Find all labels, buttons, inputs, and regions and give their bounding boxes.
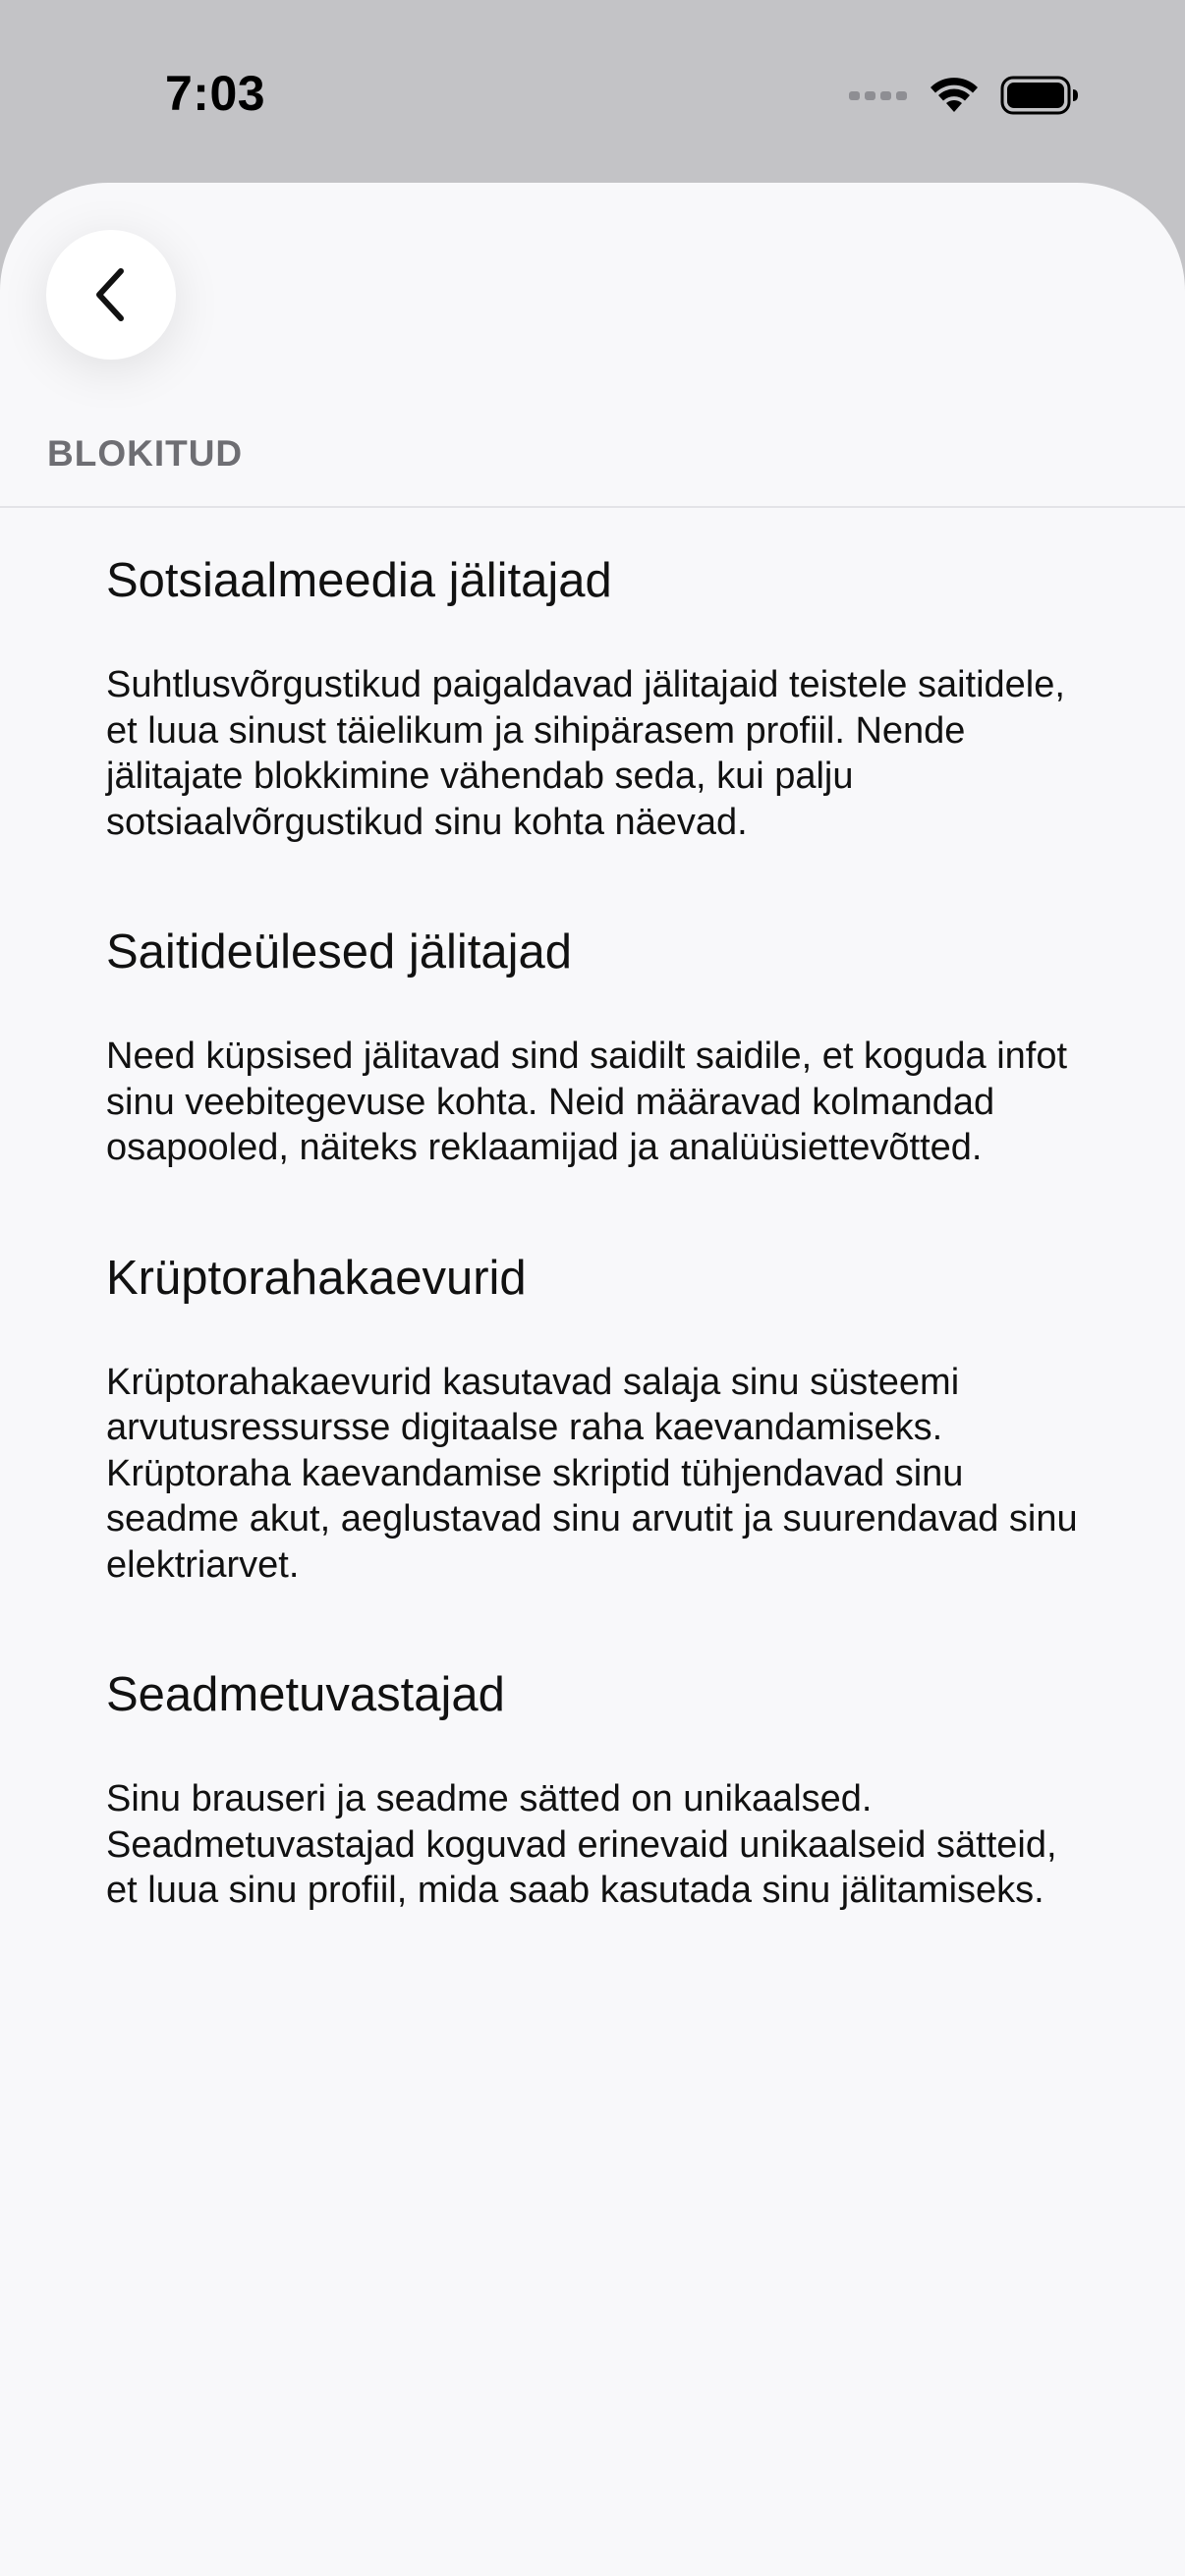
battery-icon (1000, 76, 1079, 115)
tracker-description: Need küpsised jälitavad sind saidilt saidile, et koguda infot sinu veebitegevuse kohta. Neid määravad kolmandad osapooled, näiteks reklaamijad ja analüüsiettevõtted. (106, 1036, 1068, 1168)
tracker-list (106, 550, 1089, 1990)
chevron-left-icon (91, 265, 131, 324)
status-icons (849, 73, 1079, 118)
status-time: 7:03 (165, 66, 266, 121)
wifi-icon (930, 77, 979, 114)
tracker-item-cryptominers (106, 1248, 1089, 1589)
tracker-item-social-media (106, 550, 1089, 845)
divider (0, 506, 1185, 508)
tracker-title: Krüptorahakaevurid (106, 1251, 527, 1305)
back-button[interactable] (46, 230, 176, 360)
section-header-blocked: BLOKITUD (47, 433, 244, 474)
tracker-title: Sotsiaalmeedia jälitajad (106, 554, 612, 607)
tracker-description: Sinu brauseri ja seadme sätted on unikaalsed. Seadmetuvastajad koguvad erinevaid unikaalseid sätteid, et luua sinu profiil, mida saab kasutada sinu jälitamiseks. (106, 1778, 1057, 1911)
tracker-title: Saitideülesed jälitajad (106, 925, 572, 979)
status-bar (0, 0, 1185, 183)
tracker-item-fingerprinters (106, 1664, 1089, 1914)
cellular-signal-icon (849, 88, 908, 102)
tracker-description: Suhtlusvõrgustikud paigaldavad jälitajaid teistele saitidele, et luua sinust täielikum ja sihipärasem profiil. Nende jälitajate blokkimine vähendab seda, kui palju sotsiaalvõrgustikud sinu kohta näevad. (106, 664, 1065, 843)
blocked-trackers-sheet (0, 183, 1185, 2576)
tracker-description: Krüptorahakaevurid kasutavad salaja sinu süsteemi arvutusressursse digitaalse raha kaevandamiseks. Krüptoraha kaevandamise skriptid tühjendavad sinu seadme akut, aeglustavad sinu arvutit ja suurendavad sinu elektriarvet. (106, 1361, 1078, 1586)
tracker-title: Seadmetuvastajad (106, 1668, 505, 1721)
tracker-item-cross-site (106, 922, 1089, 1171)
